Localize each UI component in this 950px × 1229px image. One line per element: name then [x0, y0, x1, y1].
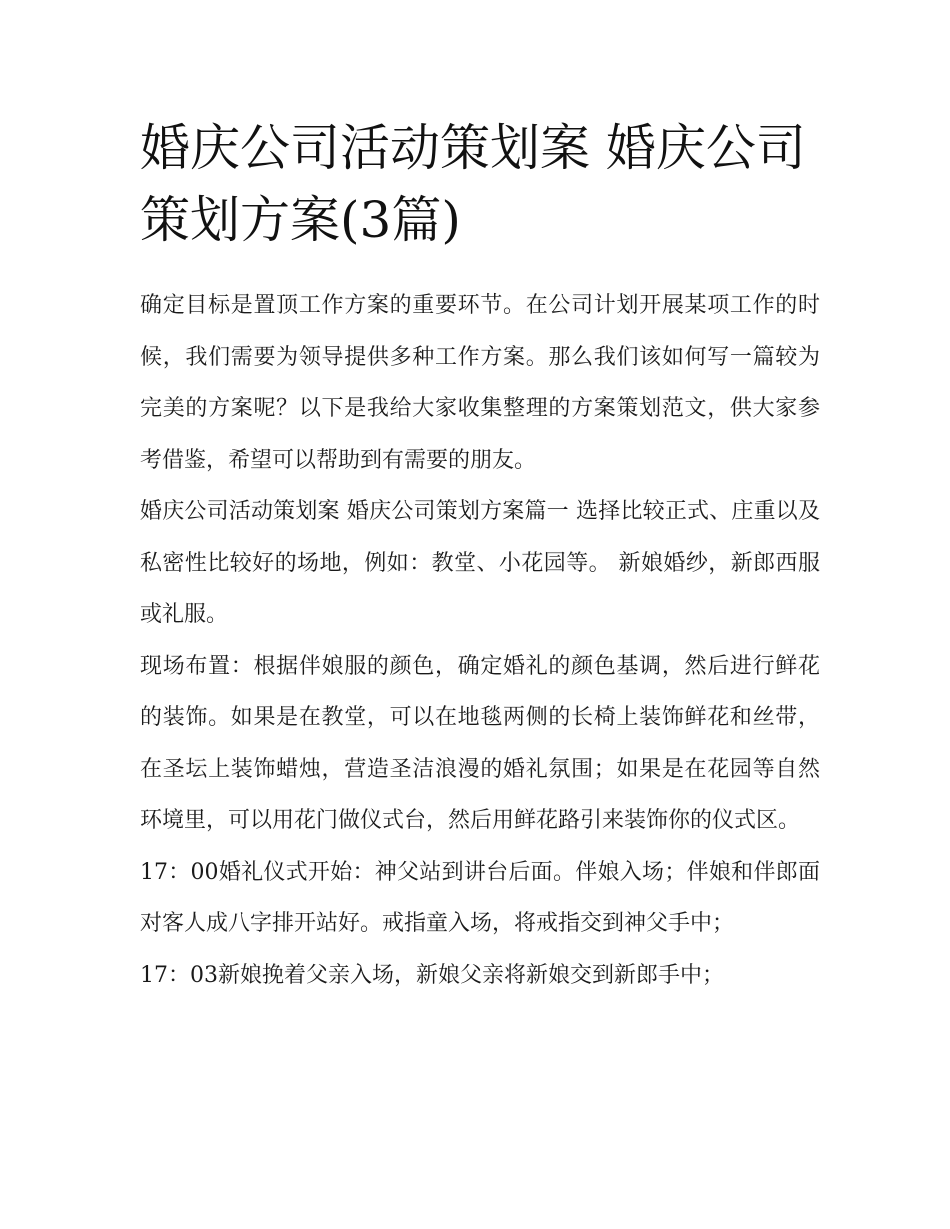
paragraph-decoration: 现场布置：根据伴娘服的颜色，确定婚礼的颜色基调，然后进行鲜花的装饰。如果是在教堂，可以在地毯两侧的长椅上装饰鲜花和丝带，在圣坛上装饰蜡烛，营造圣洁浪漫的婚礼氛围；如果是在花园等自然环境里，可以用花门做仪式台，然后用鲜花路引来装饰你的仪式区。: [140, 653, 820, 833]
paragraph-intro: 确定目标是置顶工作方案的重要环节。在公司计划开展某项工作的时候，我们需要为领导提供多种工作方案。那么我们该如何写一篇较为完美的方案呢？以下是我给大家收集整理的方案策划范文，供大家参考借鉴，希望可以帮助到有需要的朋友。: [140, 293, 820, 473]
document-body: [140, 280, 820, 1001]
paragraph-ceremony-start: 17：00婚礼仪式开始：神父站到讲台后面。伴娘入场；伴娘和伴郎面对客人成八字排开站好。戒指童入场，将戒指交到神父手中；: [140, 859, 820, 936]
paragraph-venue: 婚庆公司活动策划案 婚庆公司策划方案篇一 选择比较正式、庄重以及私密性比较好的场地，例如：教堂、小花园等。 新娘婚纱，新郎西服或礼服。: [140, 499, 820, 627]
paragraph-bride-entrance: 17：03新娘挽着父亲入场，新娘父亲将新娘交到新郎手中；: [140, 962, 724, 988]
document-title: 婚庆公司活动策划案 婚庆公司策划方案(3篇): [140, 119, 806, 249]
